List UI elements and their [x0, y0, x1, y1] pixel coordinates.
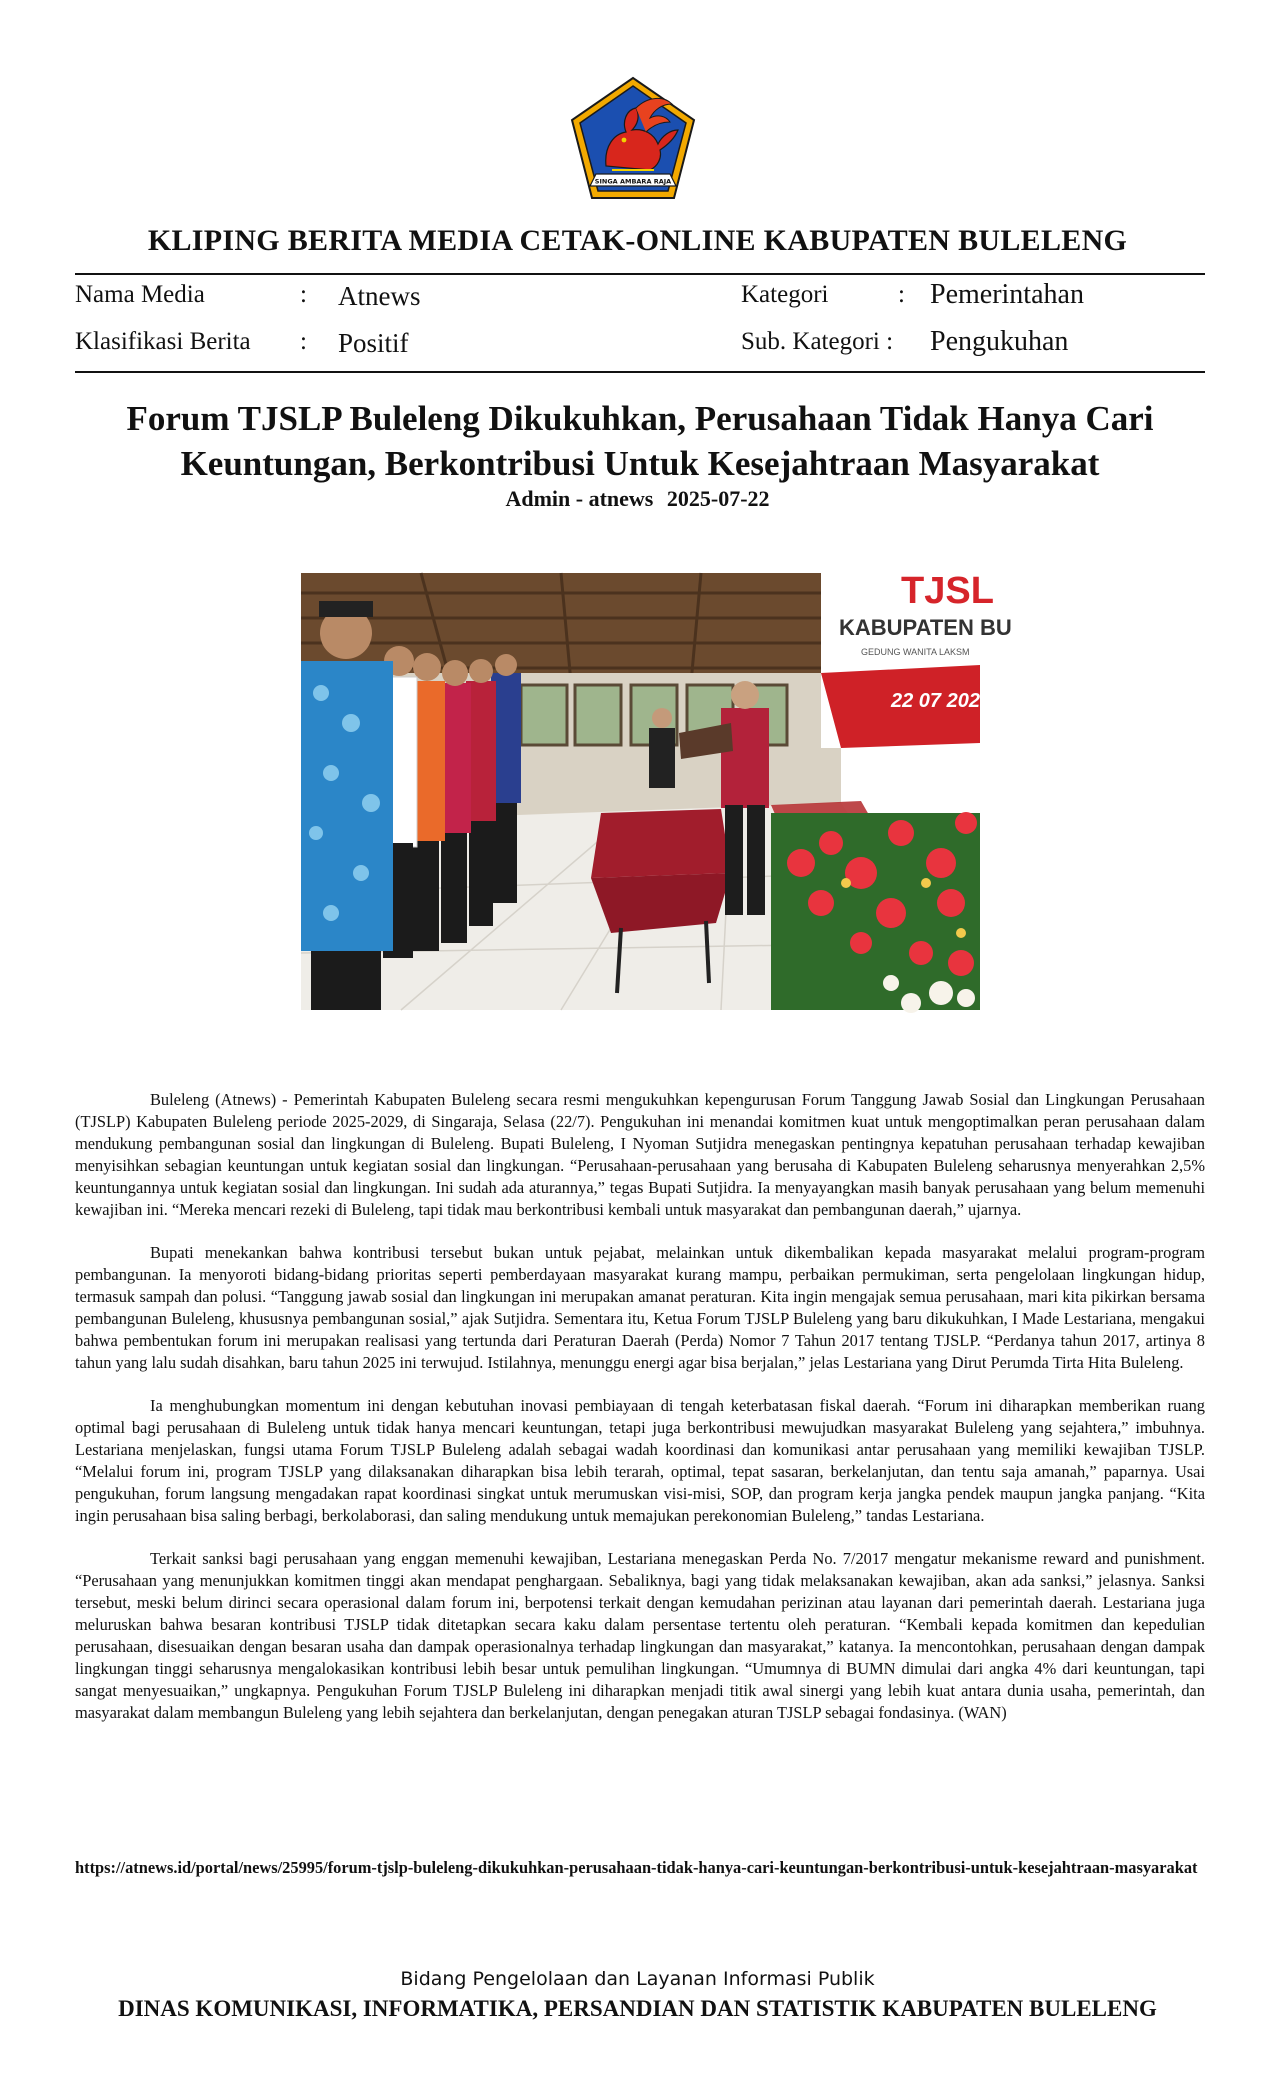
source-link[interactable]: https://atnews.id/portal/news/25995/forum-tjslp-buleleng-dikukuhkan-perusahaan-tidak-hanya-cari-keuntungan-berkontribusi-untuk-kesejahtraan-masyarakat: [75, 1858, 1198, 1877]
nama-media-label: Nama Media: [75, 281, 205, 308]
colon-separator: :: [898, 281, 905, 308]
article-author: Admin - atnews: [505, 486, 654, 511]
divider-bottom: [75, 371, 1205, 373]
banner-text: 22 07 2025: [891, 690, 992, 712]
colon-separator: :: [300, 281, 307, 308]
logo-banner-text: SINGA AMBARA RAJA: [594, 177, 672, 186]
klasifikasi-value: Positif: [338, 328, 409, 358]
article-paragraph: Ia menghubungkan momentum ini dengan kebutuhan inovasi pembiayaan di tengah keterbatasan fiskal daerah. “Forum ini diharapkan memberikan ruang optimal bagi perusahaan di Buleleng untuk tidak hanya mencari keuntungan, tetapi juga berkontribusi mewujudkan masyarakat Buleleng yang sejahtera,” imbuhnya. Lestariana menjelaskan, fungsi utama Forum TJSLP Buleleng adalah sebagai wadah koordinasi dan komunikasi antar perusahaan yang memiliki kewajiban TJSLP. “Melalui forum ini, program TJSLP yang dilaksanakan diharapkan bisa lebih terarah, optimal, tepat sasaran, berkelanjutan, dan tentu saja amanah,” paparnya. Usai pengukuhan, forum langsung mengadakan rapat koordinasi singkat untuk merumuskan visi-misi, SOP, dan program kerja jangka pendek maupun jangka panjang. “Kita ingin perusahaan bisa saling berbagi, berkolaborasi, dan saling mendukung untuk memajukan perekonomian Buleleng,” tandas Lestariana.: [75, 1396, 1205, 1525]
banner-text: TJSL: [901, 570, 994, 612]
klasifikasi-label: Klasifikasi Berita: [75, 328, 251, 355]
news-photo: [301, 570, 1012, 1010]
buleleng-crest-icon: [566, 74, 700, 202]
footer-agency: DINAS KOMUNIKASI, INFORMATIKA, PERSANDIAN DAN STATISTIK KABUPATEN BULELENG: [118, 1996, 1157, 2021]
nama-media-value: Atnews: [338, 281, 421, 311]
article-paragraph: Buleleng (Atnews) - Pemerintah Kabupaten Buleleng secara resmi mengukuhkan kepengurusan Forum Tanggung Jawab Sosial dan Lingkungan Perusahaan (TJSLP) Kabupaten Buleleng periode 2025-2029, di Singaraja, Selasa (22/7). Pengukuhan ini menandai komitmen kuat untuk mengoptimalkan peran perusahaan dalam mendukung pembangunan sosial dan lingkungan di Buleleng. Bupati Buleleng, I Nyoman Sutjidra menegaskan pentingnya kepatuhan perusahaan terhadap kewajiban menyisihkan sebagian keuntungan untuk kegiatan sosial dan lingkungan. “Perusahaan-perusahaan yang berusaha di Kabupaten Buleleng seharusnya menyerahkan 2,5% keuntungannya untuk kegiatan sosial dan lingkungan. Ini sudah ada aturannya,” tegas Bupati Sutjidra. Ia menyayangkan masih banyak perusahaan yang belum memenuhi kewajiban ini. “Mereka mencari rezeki di Buleleng, tapi tidak mau berkontribusi kembali untuk masyarakat dan pembangunan daerah,” ujarnya.: [75, 1090, 1205, 1219]
colon-separator: :: [300, 328, 307, 355]
article-date: 2025-07-22: [666, 486, 770, 511]
article-headline: Forum TJSLP Buleleng Dikukuhkan, Perusahaan Tidak Hanya Cari Keuntungan, Berkontribusi Untuk Kesejahtraan Masyarakat: [126, 399, 1154, 483]
sub-kategori-label: Sub. Kategori :: [741, 328, 894, 355]
divider-top: [75, 273, 1205, 275]
kliping-title: KLIPING BERITA MEDIA CETAK-ONLINE KABUPATEN BULELENG: [147, 224, 1128, 257]
article-paragraph: Bupati menekankan bahwa kontribusi tersebut bukan untuk pejabat, melainkan untuk dikembalikan kepada masyarakat melalui program-program pembangunan. Ia menyoroti bidang-bidang prioritas seperti pemberdayaan masyarakat kurang mampu, perbaikan permukiman, serta pengelolaan lingkungan hidup, termasuk sampah dan polusi. “Tanggung jawab sosial dan lingkungan ini merupakan amanat peraturan. Kita ingin mengajak semua perusahaan, mari kita pikirkan bersama pembangunan Buleleng, khususnya pembangunan sosial,” ajak Sutjidra. Sementara itu, Ketua Forum TJSLP Buleleng yang baru dikukuhkan, I Made Lestariana, mengakui bahwa pembentukan forum ini merupakan realisasi yang tertunda dari Peraturan Daerah (Perda) Nomor 7 Tahun 2017 tentang TJSLP. “Perdanya tahun 2017, artinya 8 tahun yang lalu sudah disahkan, baru tahun 2025 ini terwujud. Istilahnya, menunggu energi agar bisa berjalan,” jelas Lestariana yang Dirut Perumda Tirta Hita Buleleng.: [75, 1243, 1205, 1372]
footer-division: Bidang Pengelolaan dan Layanan Informasi Publik: [400, 1968, 875, 1990]
kategori-label: Kategori: [741, 281, 829, 308]
banner-text: GEDUNG WANITA LAKSM: [861, 647, 970, 657]
sub-kategori-value: Pengukuhan: [930, 326, 1069, 357]
banner-text: KABUPATEN BU: [839, 615, 1012, 640]
kategori-value: Pemerintahan: [930, 279, 1084, 310]
article-byline: [0, 486, 1275, 512]
article-body: [75, 1089, 1205, 1745]
article-paragraph: Terkait sanksi bagi perusahaan yang enggan memenuhi kewajiban, Lestariana menegaskan Perda No. 7/2017 mengatur mekanisme reward and punishment. “Perusahaan yang menunjukkan komitmen tinggi akan mendapat penghargaan. Sebaliknya, bagi yang tidak melaksanakan kewajiban, akan ada sanksi,” jelasnya. Sanksi tersebut, meski belum dirinci secara operasional dalam forum ini, berpotensi terkait dengan kemudahan perizinan atau layanan dari pemerintah daerah. Lestariana juga meluruskan bahwa besaran kontribusi TJSLP tidak ditetapkan secara kaku dalam persentase tertentu oleh peraturan. “Kembali kepada komitmen dan kepedulian perusahaan, disesuaikan dengan besaran usaha dan dampak operasionalnya terhadap lingkungan dan masyarakat,” katanya. Ia mencontohkan, perusahaan dengan dampak lingkungan tinggi seharusnya mengalokasikan kontribusi lebih besar untuk pemulihan lingkungan. “Umumnya di BUMN dimulai dari angka 4% dari keuntungan, tapi sangat menyesuaikan,” ungkapnya. Pengukuhan Forum TJSLP Buleleng ini diharapkan menjadi titik awal sinergi yang lebih kuat antara dunia usaha, pemerintah, dan masyarakat dalam membangun Buleleng yang lebih sejahtera dan berkelanjutan, dengan penegakan aturan TJSLP sebagai fondasinya. (WAN): [75, 1549, 1205, 1722]
